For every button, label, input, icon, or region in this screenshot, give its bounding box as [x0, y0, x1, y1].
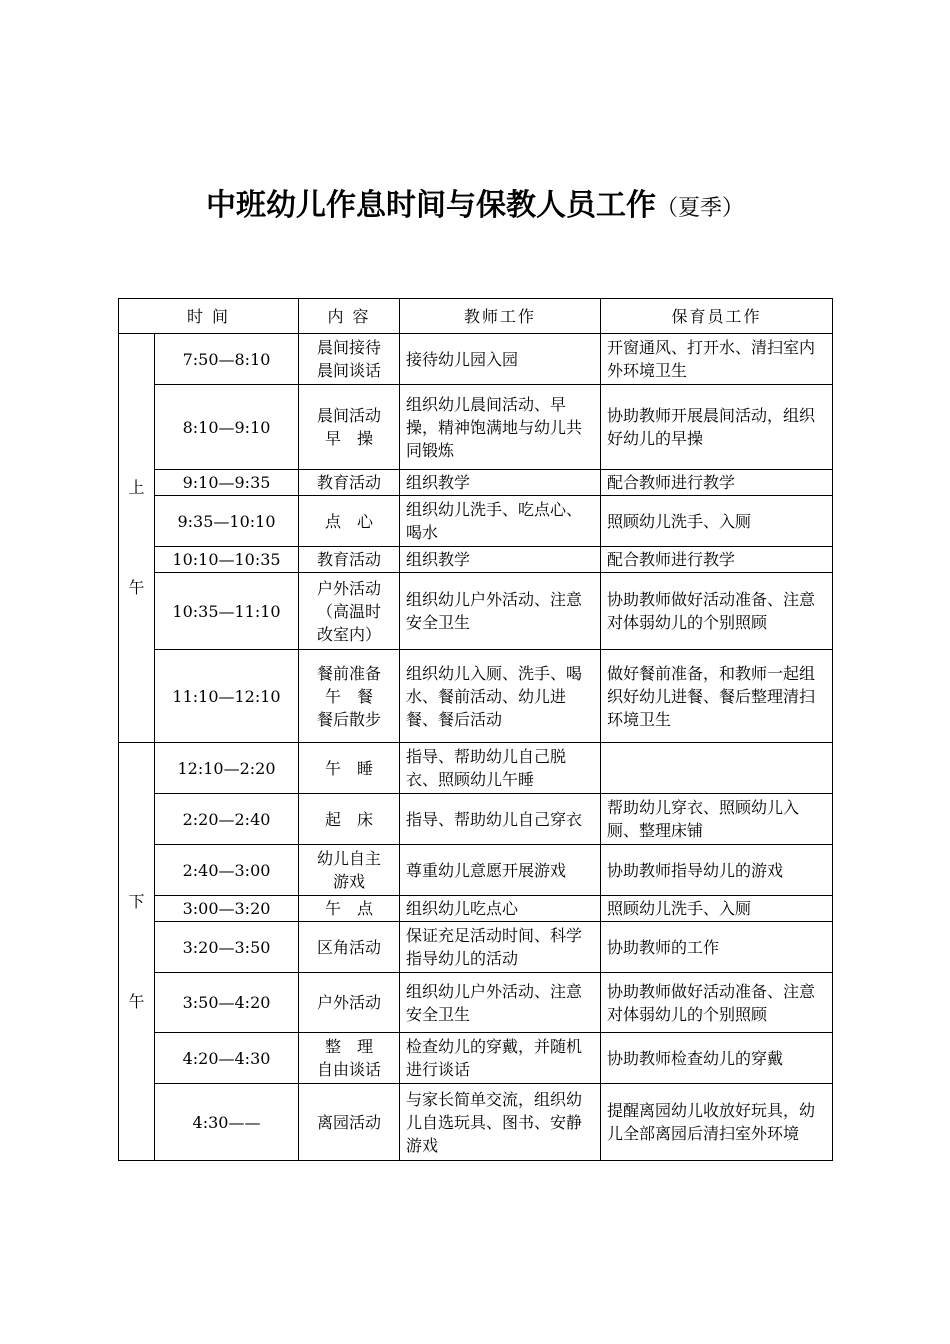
period-cell — [119, 743, 155, 1161]
period-char: 下 — [128, 891, 145, 911]
content-line: 教育活动 — [316, 550, 381, 569]
period-char: 上 — [128, 478, 145, 497]
nurse-work-cell: 配合教师进行教学 — [601, 470, 833, 496]
time-cell: 3:50—4:20 — [155, 973, 299, 1033]
period-cell — [119, 334, 155, 743]
content-line: 午 睡 — [324, 758, 373, 778]
teacher-work-cell: 与家长简单交流，组织幼儿自选玩具、图书、安静游戏 — [400, 1084, 601, 1161]
content-line: 改室内） — [316, 624, 381, 644]
header-time: 时 间 — [119, 299, 299, 334]
content-line: 点 心 — [324, 511, 373, 531]
header-teacher: 教师工作 — [400, 299, 601, 334]
teacher-work-cell: 组织幼儿晨间活动、早操，精神饱满地与幼儿共同锻炼 — [400, 385, 601, 470]
content-line: 区角活动 — [316, 937, 381, 957]
teacher-work-cell: 尊重幼儿意愿开展游戏 — [400, 845, 601, 896]
content-cell — [299, 743, 400, 794]
header-nurse: 保育员工作 — [601, 299, 833, 334]
teacher-work-cell: 组织教学 — [400, 547, 601, 573]
content-cell — [299, 650, 400, 743]
content-cell — [299, 573, 400, 650]
content-line: 晨间接待 — [316, 338, 381, 357]
table-row — [119, 573, 833, 650]
table-row — [119, 547, 833, 573]
page-title — [0, 180, 950, 224]
content-cell — [299, 334, 400, 385]
teacher-work-cell: 接待幼儿园入园 — [400, 334, 601, 385]
schedule-body — [119, 299, 833, 1161]
table-row — [119, 794, 833, 845]
nurse-work-cell: 协助教师的工作 — [601, 922, 833, 973]
content-line: 游戏 — [332, 872, 365, 891]
time-cell: 12:10—2:20 — [155, 743, 299, 794]
teacher-work-cell: 组织幼儿吃点心 — [400, 896, 601, 922]
table-row — [119, 334, 833, 385]
nurse-work-cell: 协助教师做好活动准备、注意对体弱幼儿的个别照顾 — [601, 973, 833, 1033]
time-cell: 8:10—9:10 — [155, 385, 299, 470]
content-line: 餐前准备 — [316, 663, 381, 683]
nurse-work-cell — [601, 743, 833, 794]
table-row — [119, 922, 833, 973]
time-cell: 10:10—10:35 — [155, 547, 299, 573]
time-cell: 2:40—3:00 — [155, 845, 299, 896]
title-main: 中班幼儿作息时间与保教人员工作 — [205, 188, 656, 223]
content-line: 晨间活动 — [316, 406, 381, 425]
time-cell: 9:35—10:10 — [155, 496, 299, 547]
content-cell — [299, 973, 400, 1033]
teacher-work-cell: 保证充足活动时间、科学指导幼儿的活动 — [400, 922, 601, 973]
content-cell — [299, 794, 400, 845]
teacher-work-cell: 组织幼儿户外活动、注意安全卫生 — [400, 973, 601, 1033]
content-line: 午 餐 — [324, 686, 373, 706]
time-cell: 10:35—11:10 — [155, 573, 299, 650]
content-line: 晨间谈话 — [316, 361, 381, 380]
nurse-work-cell: 协助教师开展晨间活动，组织好幼儿的早操 — [601, 385, 833, 470]
table-row — [119, 385, 833, 470]
content-cell — [299, 496, 400, 547]
table-row — [119, 743, 833, 794]
time-cell: 3:00—3:20 — [155, 896, 299, 922]
table-row — [119, 470, 833, 496]
table-row — [119, 845, 833, 896]
time-cell: 7:50—8:10 — [155, 334, 299, 385]
nurse-work-cell: 协助教师指导幼儿的游戏 — [601, 845, 833, 896]
content-line: 户外活动 — [316, 993, 381, 1012]
content-line: 整 理 — [324, 1037, 373, 1056]
content-line: 餐后散步 — [316, 709, 381, 729]
time-cell: 11:10—12:10 — [155, 650, 299, 743]
content-line: 自由谈话 — [316, 1060, 381, 1079]
header-content: 内 容 — [299, 299, 400, 334]
nurse-work-cell: 帮助幼儿穿衣、照顾幼儿入厕、整理床铺 — [601, 794, 833, 845]
nurse-work-cell: 开窗通风、打开水、清扫室内外环境卫生 — [601, 334, 833, 385]
nurse-work-cell: 照顾幼儿洗手、入厕 — [601, 896, 833, 922]
time-cell: 3:20—3:50 — [155, 922, 299, 973]
content-cell — [299, 470, 400, 496]
teacher-work-cell: 组织幼儿洗手、吃点心、喝水 — [400, 496, 601, 547]
nurse-work-cell: 做好餐前准备，和教师一起组织好幼儿进餐、餐后整理清扫环境卫生 — [601, 650, 833, 743]
content-cell — [299, 547, 400, 573]
period-char: 午 — [128, 578, 145, 597]
content-line: 幼儿自主 — [316, 849, 381, 868]
teacher-work-cell: 指导、帮助幼儿自己穿衣 — [400, 794, 601, 845]
time-cell: 4:20—4:30 — [155, 1033, 299, 1084]
nurse-work-cell: 配合教师进行教学 — [601, 547, 833, 573]
nurse-work-cell: 提醒离园幼儿收放好玩具，幼儿全部离园后清扫室外环境 — [601, 1084, 833, 1161]
nurse-work-cell: 协助教师检查幼儿的穿戴 — [601, 1033, 833, 1084]
teacher-work-cell: 组织幼儿户外活动、注意安全卫生 — [400, 573, 601, 650]
content-cell — [299, 896, 400, 922]
table-row — [119, 1033, 833, 1084]
header-row — [119, 299, 833, 334]
content-line: 户外活动 — [316, 578, 381, 598]
content-line: 午 点 — [324, 899, 373, 918]
content-line: （高温时 — [316, 601, 381, 621]
time-cell: 4:30—— — [155, 1084, 299, 1161]
time-cell: 9:10—9:35 — [155, 470, 299, 496]
table-row — [119, 973, 833, 1033]
content-line: 早 操 — [324, 429, 373, 448]
period-char: 午 — [128, 991, 145, 1011]
table-row — [119, 1084, 833, 1161]
content-cell — [299, 845, 400, 896]
content-line: 教育活动 — [316, 473, 381, 492]
content-line: 离园活动 — [316, 1112, 381, 1132]
content-cell — [299, 922, 400, 973]
nurse-work-cell: 协助教师做好活动准备、注意对体弱幼儿的个别照顾 — [601, 573, 833, 650]
schedule-table — [118, 298, 833, 1161]
table-row — [119, 896, 833, 922]
teacher-work-cell: 组织幼儿入厕、洗手、喝水、餐前活动、幼儿进餐、餐后活动 — [400, 650, 601, 743]
content-cell — [299, 1033, 400, 1084]
time-cell: 2:20—2:40 — [155, 794, 299, 845]
teacher-work-cell: 检查幼儿的穿戴，并随机进行谈话 — [400, 1033, 601, 1084]
title-season: （夏季） — [655, 196, 744, 221]
table-row — [119, 650, 833, 743]
teacher-work-cell: 指导、帮助幼儿自己脱衣、照顾幼儿午睡 — [400, 743, 601, 794]
teacher-work-cell: 组织教学 — [400, 470, 601, 496]
content-line: 起 床 — [324, 809, 373, 829]
content-cell — [299, 385, 400, 470]
content-cell — [299, 1084, 400, 1161]
table-row — [119, 496, 833, 547]
nurse-work-cell: 照顾幼儿洗手、入厕 — [601, 496, 833, 547]
